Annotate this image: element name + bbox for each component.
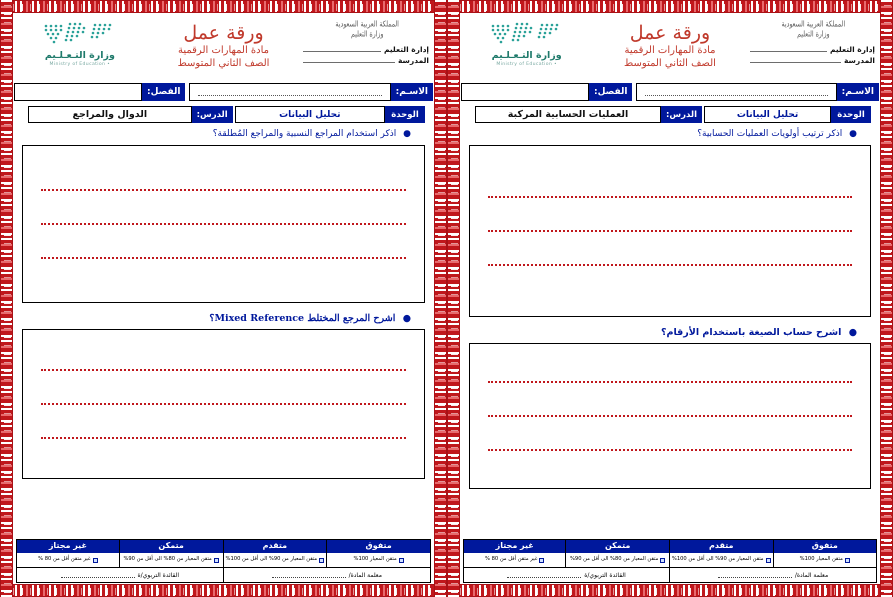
border-top bbox=[0, 0, 447, 13]
lesson-label: الدرس: bbox=[661, 106, 702, 123]
leader-signature-label: القائدة التربوي/ة bbox=[584, 571, 626, 579]
subject-label: مادة المهارات الرقمية bbox=[624, 44, 716, 56]
page-header bbox=[461, 14, 879, 80]
education-dept-rule[interactable] bbox=[303, 45, 381, 52]
kingdom-line-2: وزارة التعليم bbox=[797, 29, 830, 39]
assessment-head: متقدم bbox=[224, 540, 327, 553]
answer-line bbox=[41, 369, 406, 371]
assessment-head: متفوق bbox=[327, 540, 430, 553]
assessment-table bbox=[14, 539, 433, 584]
answer-line bbox=[41, 403, 406, 405]
teacher-signature-line bbox=[272, 572, 346, 578]
school-rule[interactable] bbox=[750, 56, 841, 63]
name-input[interactable] bbox=[189, 83, 390, 101]
worksheet-title-block bbox=[590, 18, 749, 71]
assessment-col-excellent bbox=[774, 539, 877, 568]
answer-line bbox=[488, 264, 852, 266]
answer-line bbox=[41, 189, 406, 191]
unit-lesson-row bbox=[461, 106, 879, 123]
lesson-value: العمليات الحسابية المركبة bbox=[475, 106, 661, 123]
answer-box-2[interactable] bbox=[22, 329, 425, 479]
answer-box-1[interactable] bbox=[22, 145, 425, 303]
assessment-col-advanced bbox=[670, 539, 774, 568]
teacher-signature-cell[interactable] bbox=[224, 568, 432, 583]
school-label: المدرسة bbox=[398, 55, 429, 65]
border-top bbox=[447, 0, 893, 13]
question-2 bbox=[22, 313, 411, 325]
border-bottom bbox=[447, 584, 893, 597]
school-rule[interactable] bbox=[303, 56, 395, 63]
ministry-logo-block bbox=[16, 18, 144, 67]
subject-label: مادة المهارات الرقمية bbox=[177, 44, 270, 56]
assessment-head: متمكن bbox=[566, 540, 668, 553]
worksheet-page-1 bbox=[447, 0, 893, 597]
assessment-criteria-text: متقن المعيار من 80% الى أقل من 90% bbox=[123, 556, 212, 563]
page-title: ورقة عمل bbox=[629, 22, 711, 44]
assessment-criteria-text: غير متقن أقل من 80 % bbox=[485, 556, 538, 563]
teacher-signature-label: معلمة المادة/ bbox=[348, 571, 382, 579]
checkbox-icon[interactable] bbox=[399, 558, 404, 563]
kingdom-line-2: وزارة التعليم bbox=[350, 29, 384, 39]
leader-signature-cell[interactable] bbox=[463, 568, 670, 583]
checkbox-icon[interactable] bbox=[319, 558, 324, 563]
unit-label: الوحدة bbox=[385, 106, 425, 123]
checkbox-icon[interactable] bbox=[93, 558, 98, 563]
education-dept-label: إدارة التعليم bbox=[383, 44, 429, 54]
name-input[interactable] bbox=[636, 83, 836, 101]
assessment-col-excellent bbox=[327, 539, 431, 568]
worksheet-title-block bbox=[144, 18, 304, 71]
question-2-text: اشرح المرجع المختلط Mixed Reference؟ bbox=[209, 312, 396, 324]
leader-signature-cell[interactable] bbox=[16, 568, 224, 583]
lesson-label: الدرس: bbox=[192, 106, 233, 123]
ministry-of-education-logo-icon bbox=[40, 22, 120, 48]
education-dept-row bbox=[750, 45, 875, 54]
border-left bbox=[447, 0, 460, 597]
unit-label: الوحدة bbox=[831, 106, 871, 123]
question-2-bullet: ● bbox=[848, 326, 857, 338]
leader-signature-label: القائدة التربوي/ة bbox=[137, 571, 179, 579]
education-dept-label: إدارة التعليم bbox=[829, 44, 875, 54]
checkbox-icon[interactable] bbox=[766, 558, 771, 563]
page-title: ورقة عمل bbox=[183, 22, 264, 44]
question-1-text: اذكر ترتيب أولويات العمليات الحسابية؟ bbox=[697, 129, 843, 139]
question-1-bullet: ● bbox=[849, 129, 857, 139]
page-header bbox=[14, 14, 433, 80]
answer-box-2[interactable] bbox=[469, 343, 871, 489]
signature-row bbox=[463, 568, 877, 583]
ministry-logo-word: وزارة التـعـلـيم bbox=[44, 50, 115, 61]
assessment-criteria-cell[interactable] bbox=[464, 553, 565, 567]
answer-box-1[interactable] bbox=[469, 145, 871, 317]
name-label: الاسـم: bbox=[837, 83, 879, 101]
grade-label: الصف الثاني المتوسط bbox=[177, 58, 270, 70]
official-header-block bbox=[750, 18, 877, 67]
ministry-logo-english: • Ministry of Education bbox=[496, 62, 558, 67]
checkbox-icon[interactable] bbox=[539, 558, 544, 563]
answer-line bbox=[488, 449, 852, 451]
ministry-of-education-logo-icon bbox=[487, 22, 567, 48]
education-dept-rule[interactable] bbox=[750, 45, 827, 52]
question-2-bullet: ● bbox=[402, 312, 411, 324]
assessment-head: متقدم bbox=[670, 540, 773, 553]
assessment-header-row bbox=[16, 539, 431, 568]
kingdom-emblem-text bbox=[303, 20, 431, 39]
answer-line bbox=[488, 230, 852, 232]
teacher-signature-cell[interactable] bbox=[670, 568, 877, 583]
answer-line bbox=[488, 415, 852, 417]
question-1-text: اذكر استخدام المراجع النسبية والمراجع المُطلقة؟ bbox=[212, 129, 397, 139]
assessment-col-proficient bbox=[566, 539, 669, 568]
answer-line bbox=[488, 196, 852, 198]
checkbox-icon[interactable] bbox=[214, 558, 219, 563]
assessment-head: متفوق bbox=[774, 540, 876, 553]
leader-signature-line bbox=[61, 572, 135, 578]
checkbox-icon[interactable] bbox=[660, 558, 665, 563]
border-bottom bbox=[0, 584, 447, 597]
assessment-criteria-cell[interactable] bbox=[774, 553, 876, 567]
border-left bbox=[0, 0, 13, 597]
assessment-header-row bbox=[463, 539, 877, 568]
kingdom-line-1: المملكة العربية السعودية bbox=[781, 20, 846, 29]
questions-area bbox=[14, 123, 433, 539]
signature-row bbox=[16, 568, 431, 583]
assessment-head: متمكن bbox=[120, 540, 223, 553]
assessment-criteria-cell[interactable] bbox=[566, 553, 668, 567]
answer-line bbox=[41, 257, 406, 259]
border-right bbox=[434, 0, 447, 597]
assessment-criteria-text: متقن المعيار من 80% الى أقل من 90% bbox=[569, 556, 659, 563]
assessment-criteria-text: متقن المعيار 100% bbox=[353, 556, 397, 563]
answer-line bbox=[41, 437, 406, 439]
kingdom-line-1: المملكة العربية السعودية bbox=[335, 20, 399, 29]
border-right bbox=[880, 0, 893, 597]
official-header-block bbox=[303, 18, 431, 67]
ministry-logo-block bbox=[463, 18, 590, 67]
teacher-signature-line bbox=[718, 572, 792, 578]
question-1 bbox=[22, 129, 411, 141]
assessment-head: غير مجتاز bbox=[17, 540, 119, 553]
assessment-table bbox=[461, 539, 879, 584]
assessment-criteria-cell[interactable] bbox=[224, 553, 327, 567]
unit-value: تحليل البيانات bbox=[235, 106, 385, 123]
checkbox-icon[interactable] bbox=[845, 558, 850, 563]
leader-signature-line bbox=[507, 572, 581, 578]
assessment-criteria-cell[interactable] bbox=[120, 553, 223, 567]
assessment-col-not-passed bbox=[16, 539, 120, 568]
class-input[interactable] bbox=[461, 83, 589, 101]
assessment-criteria-text: متقن المعيار 100% bbox=[799, 556, 843, 563]
assessment-head: غير مجتاز bbox=[464, 540, 565, 553]
unit-value: تحليل البيانات bbox=[704, 106, 831, 123]
student-info-row bbox=[14, 83, 433, 101]
school-row bbox=[750, 56, 875, 65]
question-2 bbox=[469, 327, 857, 339]
assessment-col-advanced bbox=[224, 539, 328, 568]
ministry-logo-word: وزارة التـعـلـيم bbox=[491, 50, 562, 61]
ministry-logo-english: • Ministry of Education bbox=[49, 62, 111, 67]
class-label: الفصل: bbox=[142, 83, 185, 101]
student-info-row bbox=[461, 83, 879, 101]
grade-label: الصف الثاني المتوسط bbox=[624, 58, 716, 70]
assessment-criteria-cell[interactable] bbox=[17, 553, 119, 567]
assessment-criteria-cell[interactable] bbox=[327, 553, 430, 567]
question-1-bullet: ● bbox=[403, 129, 411, 139]
name-dotted-line bbox=[645, 88, 827, 96]
class-input[interactable] bbox=[14, 83, 142, 101]
questions-area bbox=[461, 123, 879, 539]
teacher-signature-label: معلمة المادة/ bbox=[794, 571, 829, 579]
kingdom-emblem-text bbox=[750, 20, 877, 39]
assessment-criteria-text: متقن المعيار من 90% الى أقل من 100% bbox=[225, 556, 318, 563]
school-label: المدرسة bbox=[844, 55, 875, 65]
class-label: الفصل: bbox=[589, 83, 632, 101]
assessment-col-proficient bbox=[120, 539, 224, 568]
assessment-criteria-text: غير متقن أقل من 80 % bbox=[38, 556, 91, 563]
unit-lesson-row bbox=[14, 106, 433, 123]
answer-line bbox=[41, 223, 406, 225]
assessment-criteria-cell[interactable] bbox=[670, 553, 773, 567]
question-1 bbox=[469, 129, 857, 141]
answer-line bbox=[488, 381, 852, 383]
question-2-text: اشرح حساب الصيغة باستخدام الأرقام؟ bbox=[661, 326, 842, 338]
name-dotted-line bbox=[198, 88, 381, 96]
school-row bbox=[303, 56, 429, 65]
assessment-col-not-passed bbox=[463, 539, 566, 568]
lesson-value: الدوال والمراجع bbox=[28, 106, 192, 123]
education-dept-row bbox=[303, 45, 429, 54]
name-label: الاسـم: bbox=[391, 83, 433, 101]
assessment-criteria-text: متقن المعيار من 90% الى أقل من 100% bbox=[671, 556, 764, 563]
